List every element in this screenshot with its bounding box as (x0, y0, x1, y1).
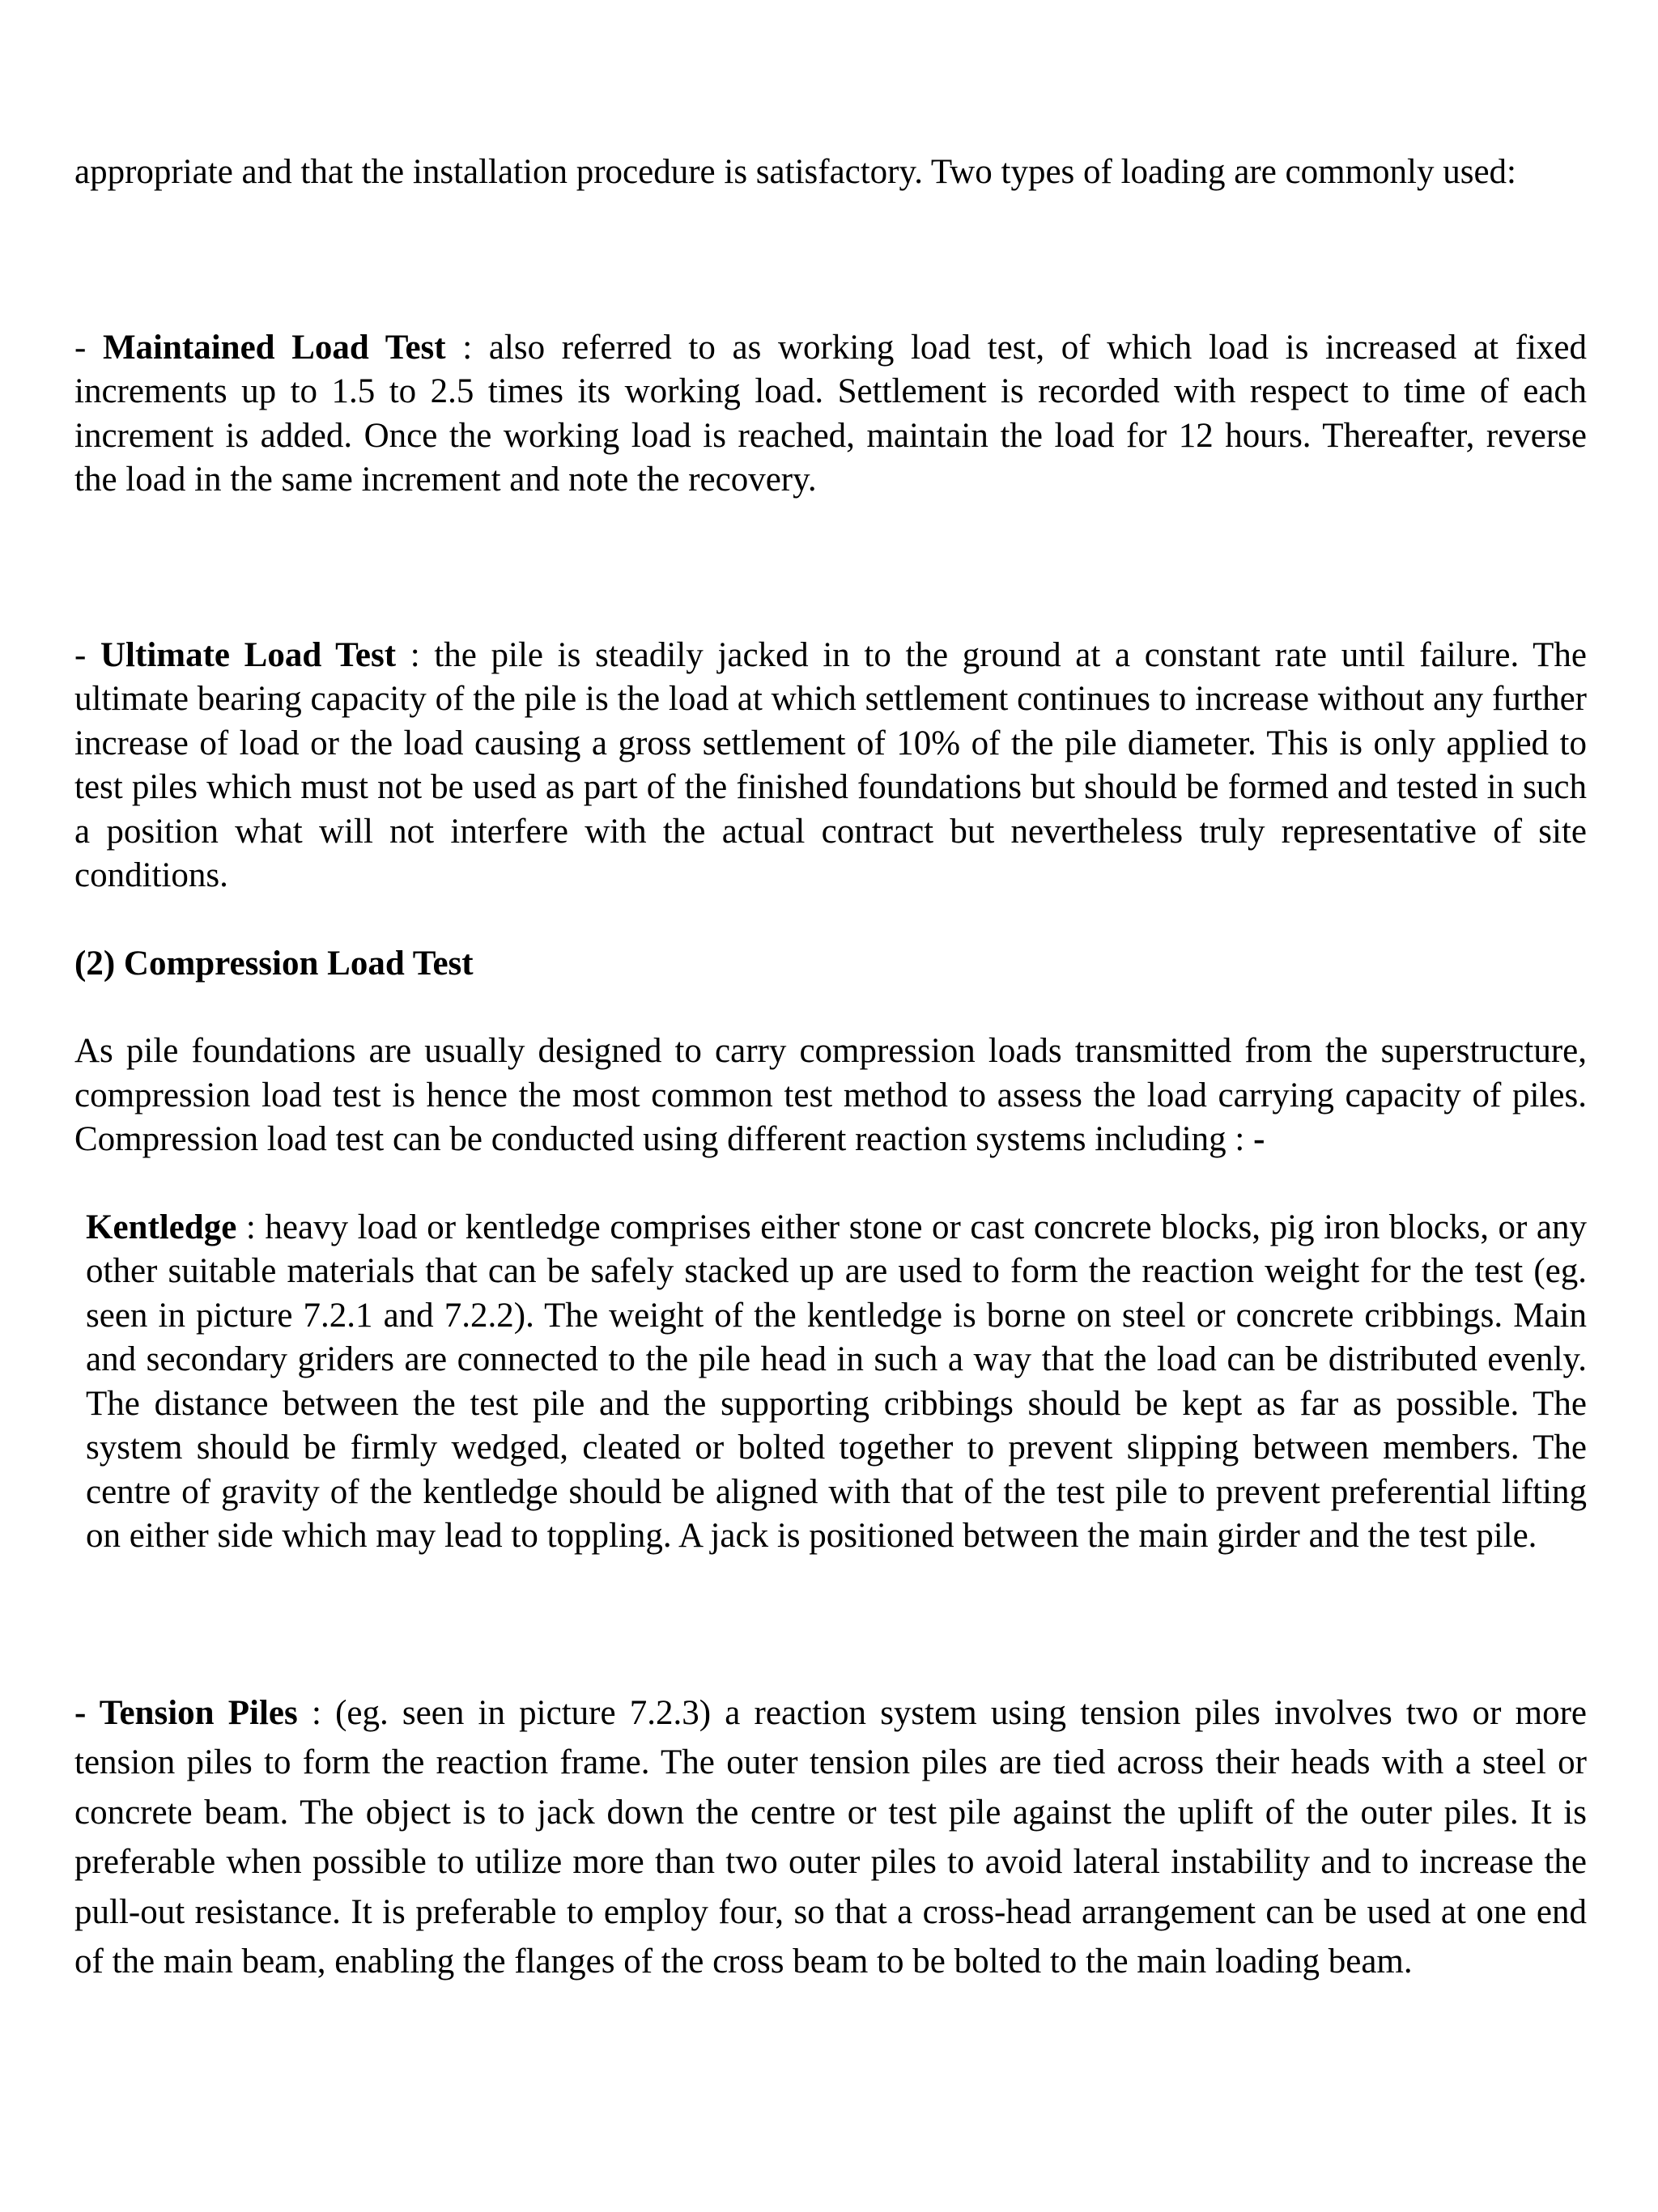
tension-piles-paragraph (74, 1688, 1587, 1987)
ultimate-load-test-body: : the pile is steadily jacked in to the ground at a constant rate until failure. The ultimate bearing capacity of the pile is the load at which settlement continues to increase without any further increase of load or the load causing a gross settlement of 10% of the pile diameter. This is only applied to test piles which must not be used as part of the finished foundations but should be formed and tested in such a position what will not interfere with the actual contract but nevertheless truly representative of site conditions. (74, 635, 1587, 894)
compression-body: As pile foundations are usually designed to carry compression loads transmitted from the superstructure, compression load test is hence the most common test method to assess the load carrying capacity of piles. Compression load test can be conducted using different reaction systems including : (74, 1032, 1587, 1158)
intro-text: appropriate and that the installation procedure is satisfactory. Two types of loading are commonly used: (74, 153, 1516, 191)
maintained-load-test-paragraph (74, 326, 1587, 503)
compression-paragraph (74, 1030, 1587, 1162)
maintained-load-test-body: : also referred to as working load test, of which load is increased at fixed increments up to 1.5 to 2.5 times its working load. Settlement is recorded with respect to time of each increment is added. Once the working load is reached, maintain the load for 12 hours. Thereafter, reverse the load in the same increment and note the recovery. (74, 328, 1587, 499)
tension-piles-term: - Tension Piles (74, 1693, 298, 1732)
maintained-load-test-term: Maintained Load Test (102, 328, 446, 367)
compression-load-test-heading: (2) Compression Load Test (74, 944, 474, 983)
compression-dash: - (1253, 1120, 1265, 1158)
ultimate-prefix: - (74, 635, 100, 674)
intro-paragraph (74, 151, 1587, 195)
document-page (74, 151, 1587, 1987)
maintained-prefix: - (74, 328, 103, 367)
section-heading (74, 942, 1587, 987)
kentledge-paragraph (74, 1206, 1587, 1559)
ultimate-load-test-term: Ultimate Load Test (100, 635, 397, 674)
tension-piles-body: : (eg. seen in picture 7.2.3) a reaction system using tension piles involves two or more tension piles to form the reaction frame. The outer tension piles are tied across their heads with a steel or concrete beam. The object is to jack down the centre or test pile against the uplift of the outer piles. It is preferable when possible to utilize more than two outer piles to avoid lateral instability and to increase the pull-out resistance. It is preferable to employ four, so that a cross-head arrangement can be used at one end of the main beam, enabling the flanges of the cross beam to be bolted to the main loading beam. (74, 1693, 1587, 1981)
kentledge-body: : heavy load or kentledge comprises either stone or cast concrete blocks, pig iron blocks, or any other suitable materials that can be safely stacked up are used to form the reaction weight for the test (eg. seen in picture 7.2.1 and 7.2.2). The weight of the kentledge is borne on steel or concrete cribbings. Main and secondary griders are connected to the pile head in such a way that the load can be distributed evenly. The distance between the test pile and the supporting cribbings should be kept as far as possible. The system should be firmly wedged, cleated or bolted together to prevent slipping between members. The centre of gravity of the kentledge should be aligned with that of the test pile to prevent preferential lifting on either side which may lead to toppling. A jack is positioned between the main girder and the test pile. (86, 1208, 1587, 1555)
kentledge-term: Kentledge (86, 1208, 237, 1246)
ultimate-load-test-paragraph (74, 634, 1587, 898)
